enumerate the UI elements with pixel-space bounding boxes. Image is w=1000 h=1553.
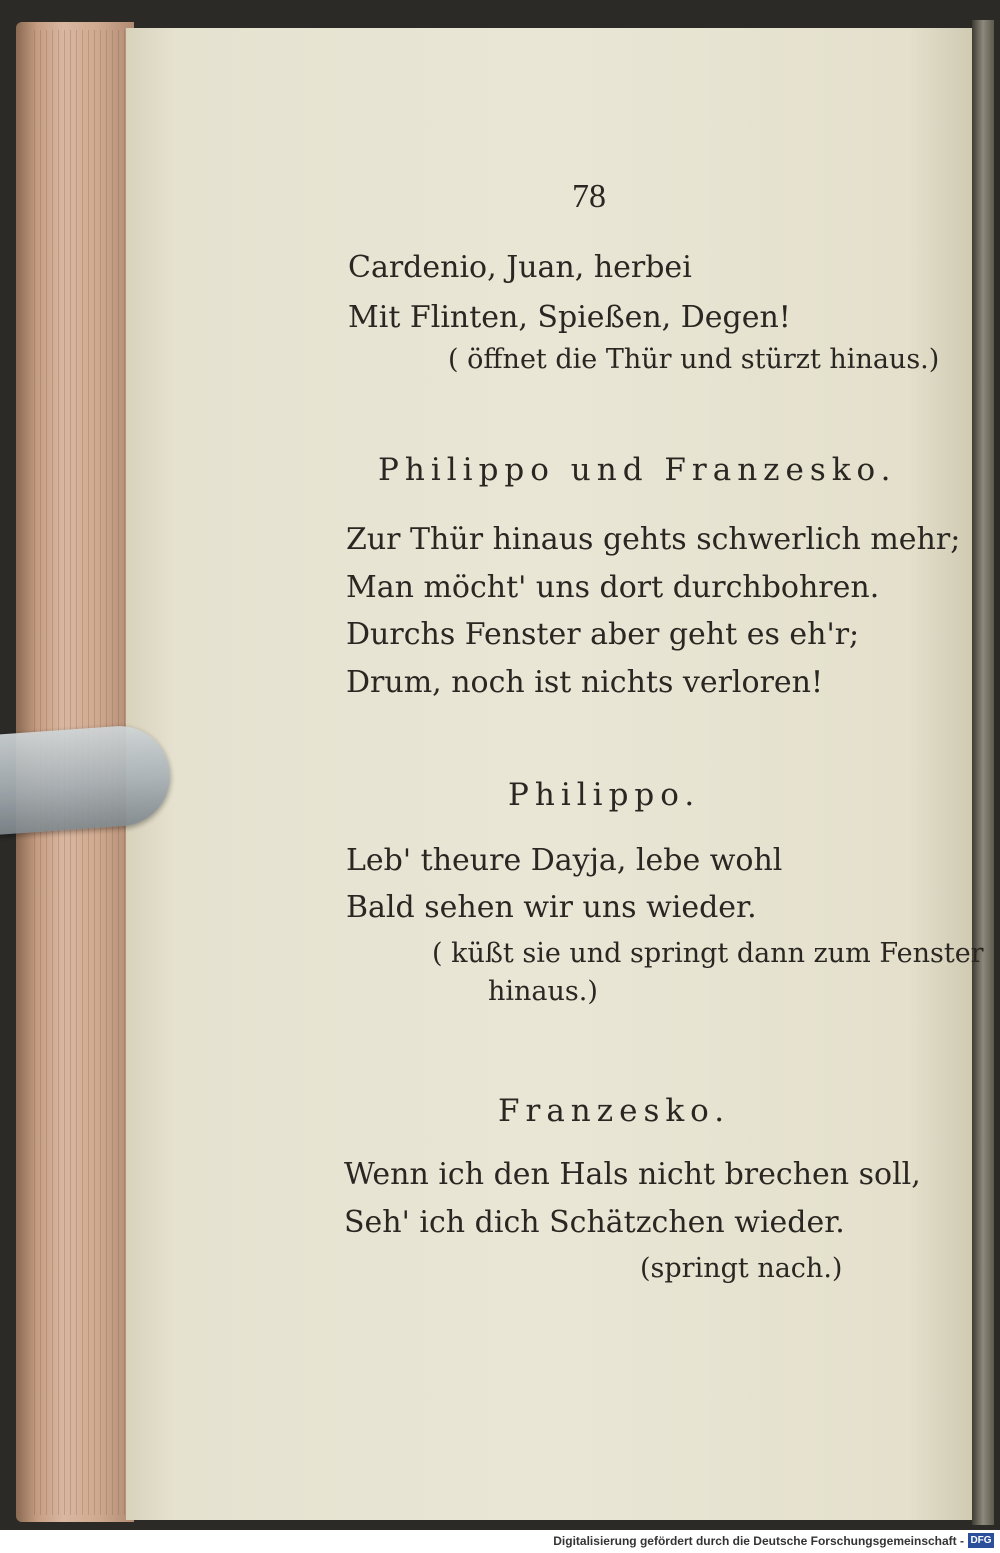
page-number: 78 <box>572 178 606 215</box>
verse-line: Leb' theure Dayja, lebe wohl <box>346 843 783 878</box>
stage-direction: hinaus.) <box>488 976 598 1007</box>
verse-line: Durchs Fenster aber geht es eh'r; <box>346 617 860 652</box>
verse-line: Mit Flinten, Spießen, Degen! <box>348 300 791 335</box>
verse-line: Zur Thür hinaus gehts schwerlich mehr; <box>346 522 961 557</box>
verse-line: Seh' ich dich Schätzchen wieder. <box>344 1205 845 1240</box>
verse-line: Wenn ich den Hals nicht brechen soll, <box>344 1157 921 1192</box>
verse-line: Bald sehen wir uns wieder. <box>346 890 757 925</box>
verse-line: Drum, noch ist nichts verloren! <box>346 665 824 700</box>
speaker-heading: Philippo. <box>508 777 701 813</box>
footer-credit: Digitalisierung gefördert durch die Deutsche Forschungsgemeinschaft - <box>553 1534 964 1548</box>
speaker-heading: Philippo und Franzesko. <box>378 452 897 488</box>
book-gutter <box>972 20 994 1525</box>
stage-direction: ( küßt sie und springt dann zum Fenster <box>432 938 984 969</box>
stage-direction: ( öffnet die Thür und stürzt hinaus.) <box>448 344 940 375</box>
verse-line: Cardenio, Juan, herbei <box>348 250 692 285</box>
verse-line: Man möcht' uns dort durchbohren. <box>346 570 880 605</box>
stage-direction: (springt nach.) <box>640 1253 843 1284</box>
dfg-logo-icon: DFG <box>968 1533 994 1548</box>
speaker-heading: Franzesko. <box>498 1093 731 1129</box>
